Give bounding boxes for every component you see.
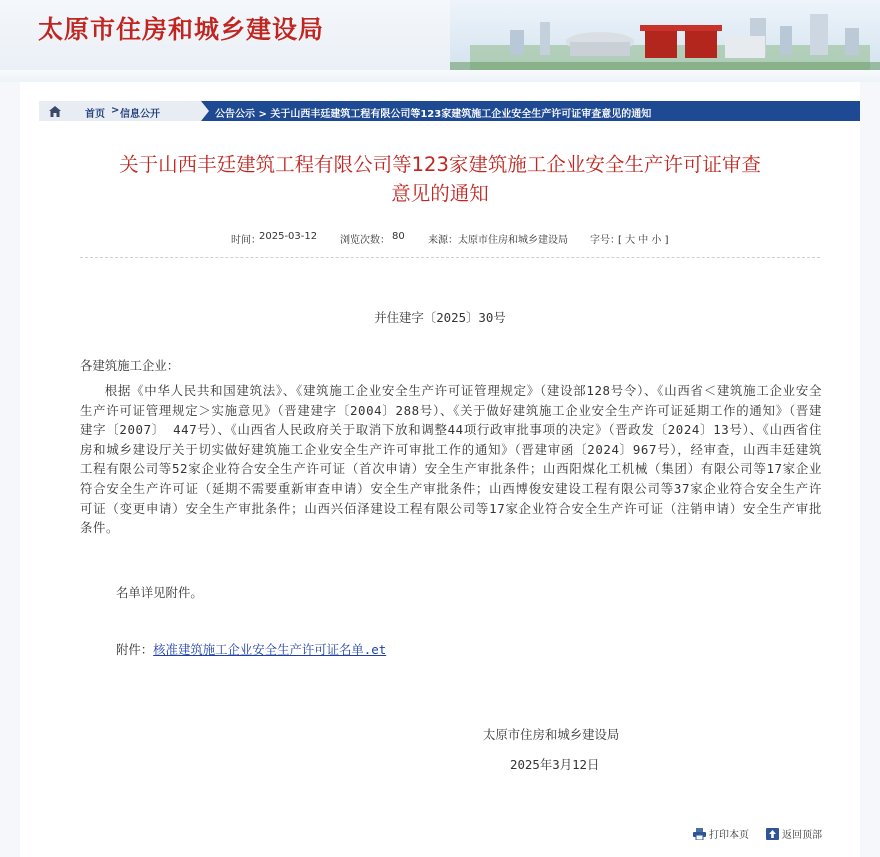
print-button[interactable] <box>693 826 749 841</box>
meta-time-label: 时间： <box>231 235 261 246</box>
arrow-up-icon <box>766 828 779 840</box>
print-label: 打印本页 <box>709 830 749 841</box>
article-title-line: 关于山西丰廷建筑工程有限公司等123家建筑施工企业安全生产许可证审查 <box>119 153 761 176</box>
print-icon <box>693 828 706 840</box>
attachment-label: 附件： <box>116 642 154 657</box>
back-to-top-button[interactable] <box>766 826 822 841</box>
breadcrumb-arrow <box>201 101 209 121</box>
signature-organization: 太原市住房和城乡建设局 <box>483 727 620 742</box>
breadcrumb <box>39 101 860 121</box>
site-title: 太原市住房和城乡建设局 <box>38 15 325 44</box>
meta-views-label: 浏览次数： <box>340 235 390 246</box>
meta-source: 太原市住房和城乡建设局 <box>458 235 568 246</box>
header-divider <box>0 70 880 82</box>
font-size-switcher[interactable]: [ 大 中 小 ] <box>618 235 669 246</box>
body-paragraph: 根据《中华人民共和国建筑法》、《建筑施工企业安全生产许可证管理规定》（建设部128号令）、《山西省＜建筑施工企业安全生产许可证管理规定＞实施意见》（晋建建字〔2004〕288号）、《关于做好建筑施工企业安全生产许可证延期工作的通知》（晋建建字〔2007〕 447号）、《山西省人民政府关于取消下放和调整44项行政审批事项的决定》（晋政发〔2024〕13号）、《山西省住房和城乡建设厅关于切实做好建筑施工企业安全生产许可审批工作的通知》（晋建审函〔2024〕967号），经审查，山西丰廷建筑工程有限公司等52家企业符合安全生产许可证（首次申请）安全生产审批条件；山西阳煤化工机械（集团）有限公司等17家企业符合安全生产许可证（延期不需要重新审查申请）安全生产审批条件；山西博俊安建设工程有限公司等37家企业符合安全生产许可证（变更申请）安全生产审批条件；山西兴佰泽建设工程有限公司等17家企业符合安全生产许可证（注销申请）安全生产审批条件。 <box>80 383 822 536</box>
breadcrumb-home-link[interactable]: 首页 <box>85 109 105 120</box>
salutation: 各建筑施工企业： <box>80 358 180 373</box>
article-title-line: 意见的通知 <box>391 182 489 205</box>
breadcrumb-info-link[interactable]: 信息公开 <box>120 109 160 120</box>
signature-date: 2025年3月12日 <box>510 757 600 772</box>
back-to-top-label: 返回顶部 <box>782 830 822 841</box>
article-meta <box>0 231 880 245</box>
home-icon[interactable] <box>39 101 71 121</box>
document-number: 并住建字〔2025〕30号 <box>374 310 506 325</box>
meta-time: 2025-03-12 <box>259 231 318 242</box>
site-header <box>0 0 880 82</box>
attachment-link[interactable]: 核准建筑施工企业安全生产许可证名单.et <box>153 642 387 657</box>
meta-views: 80 <box>392 231 405 242</box>
list-note: 名单详见附件。 <box>116 585 203 600</box>
meta-font-label: 字号： <box>590 235 620 246</box>
breadcrumb-left <box>71 101 201 121</box>
meta-source-label: 来源： <box>428 235 458 246</box>
attachment <box>116 640 386 658</box>
breadcrumb-current-path: 公告公示 > 关于山西丰廷建筑工程有限公司等123家建筑施工企业安全生产许可证审查意见的通知 <box>215 109 652 120</box>
article-title <box>70 150 810 208</box>
breadcrumb-separator: > <box>111 105 120 116</box>
meta-divider <box>80 257 820 258</box>
